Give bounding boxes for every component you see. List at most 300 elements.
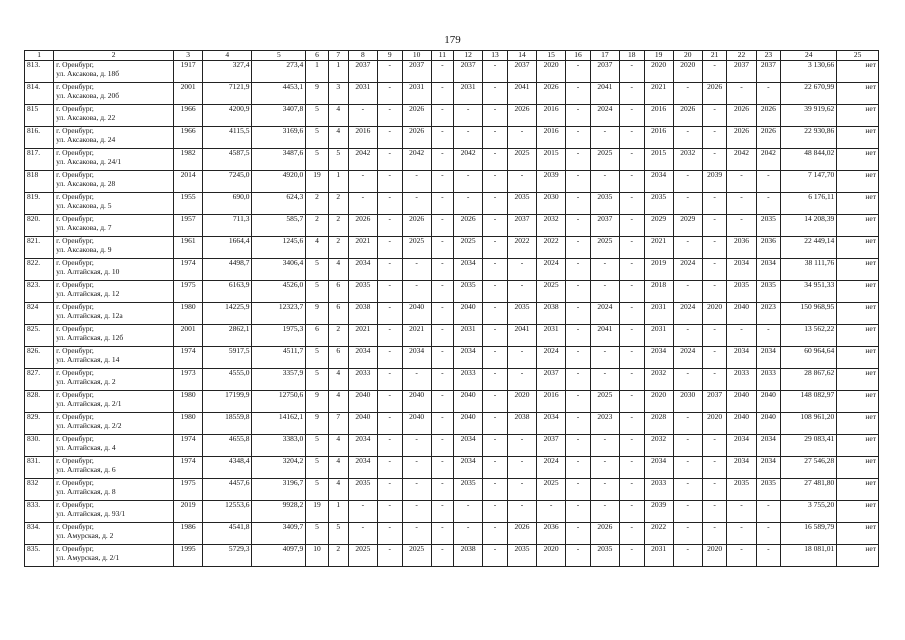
address-street: ул. Аксакова, д. 20б — [56, 90, 120, 100]
table-cell: - — [431, 215, 453, 237]
row-number: 823. — [25, 281, 54, 303]
table-cell: нет — [837, 61, 879, 83]
table-cell: 2040 — [348, 413, 377, 435]
table-cell: 2025 — [454, 237, 483, 259]
table-cell: 1973 — [174, 369, 203, 391]
table-cell: - — [673, 545, 702, 567]
address-cell — [54, 259, 174, 281]
table-cell: 2037 — [348, 61, 377, 83]
table-cell: нет — [837, 501, 879, 523]
table-cell: - — [756, 325, 781, 347]
table-cell: - — [507, 171, 536, 193]
address-cell — [54, 237, 174, 259]
table-cell: - — [454, 501, 483, 523]
table-cell: - — [673, 479, 702, 501]
table-cell: 2034 — [756, 435, 781, 457]
table-cell: 2021 — [644, 83, 673, 105]
table-cell: 2024 — [537, 347, 566, 369]
address-street: ул. Алтайская, д. 2/2 — [56, 420, 122, 430]
table-cell: - — [702, 501, 727, 523]
table-cell: 2032 — [644, 435, 673, 457]
table-cell: - — [431, 325, 453, 347]
table-cell: нет — [837, 127, 879, 149]
table-cell: - — [507, 347, 536, 369]
table-cell: 4200,9 — [203, 105, 252, 127]
table-cell: - — [756, 545, 781, 567]
table-cell: - — [566, 391, 591, 413]
address-city: г. Оренбург, — [56, 104, 94, 113]
table-cell: 2037 — [702, 391, 727, 413]
table-cell: 2037 — [756, 61, 781, 83]
table-cell: 2031 — [402, 83, 431, 105]
address-cell — [54, 479, 174, 501]
table-cell: 690,0 — [203, 193, 252, 215]
address-cell — [54, 105, 174, 127]
table-cell: - — [590, 457, 619, 479]
table-cell: нет — [837, 259, 879, 281]
table-cell: - — [619, 391, 644, 413]
column-header: 21 — [702, 51, 727, 61]
table-cell: 4 — [328, 105, 348, 127]
table-cell: нет — [837, 435, 879, 457]
table-cell: - — [673, 237, 702, 259]
table-cell: 1982 — [174, 149, 203, 171]
table-cell: 2016 — [537, 105, 566, 127]
table-cell: 1961 — [174, 237, 203, 259]
table-cell: - — [566, 149, 591, 171]
table-cell: 2 — [328, 325, 348, 347]
table-cell: 2041 — [507, 325, 536, 347]
table-cell: - — [483, 127, 508, 149]
table-cell: - — [431, 435, 453, 457]
table-cell: 16 589,79 — [781, 523, 837, 545]
column-header: 4 — [203, 51, 252, 61]
table-cell: 2030 — [673, 391, 702, 413]
table-cell: - — [727, 171, 756, 193]
table-cell: 2026 — [537, 83, 566, 105]
table-cell: - — [431, 369, 453, 391]
table-cell: - — [348, 501, 377, 523]
table-cell: - — [377, 193, 402, 215]
table-cell: - — [483, 391, 508, 413]
table-cell: - — [590, 127, 619, 149]
table-cell: 39 919,62 — [781, 105, 837, 127]
address-street: ул. Аксакова, д. 28 — [56, 178, 116, 188]
table-cell: - — [377, 105, 402, 127]
address-cell — [54, 171, 174, 193]
table-cell: - — [402, 281, 431, 303]
row-number: 817. — [25, 149, 54, 171]
table-cell: - — [377, 303, 402, 325]
table-cell: 2032 — [537, 215, 566, 237]
table-cell: 4526,0 — [252, 281, 306, 303]
table-cell: 2024 — [537, 259, 566, 281]
table-cell: 2033 — [454, 369, 483, 391]
address-street: ул. Алтайская, д. 12 — [56, 288, 120, 298]
address-city: г. Оренбург, — [56, 302, 94, 311]
table-cell: 2040 — [454, 391, 483, 413]
table-cell: - — [566, 347, 591, 369]
table-cell: 2020 — [644, 391, 673, 413]
table-cell: - — [619, 171, 644, 193]
table-cell: - — [702, 193, 727, 215]
table-cell: 2025 — [507, 149, 536, 171]
table-cell: - — [431, 303, 453, 325]
address-cell — [54, 281, 174, 303]
table-cell: 2020 — [537, 545, 566, 567]
row-number: 832 — [25, 479, 54, 501]
table-cell: - — [454, 105, 483, 127]
table-cell: - — [566, 281, 591, 303]
table-cell: - — [673, 523, 702, 545]
row-number: 835. — [25, 545, 54, 567]
table-row — [25, 347, 879, 369]
table-cell: - — [702, 215, 727, 237]
address-cell — [54, 149, 174, 171]
table-cell: - — [590, 281, 619, 303]
table-cell: 5 — [306, 457, 328, 479]
table-cell: 2030 — [537, 193, 566, 215]
table-cell: 7 147,70 — [781, 171, 837, 193]
table-cell: - — [619, 501, 644, 523]
table-cell: 2026 — [727, 105, 756, 127]
table-cell: - — [590, 171, 619, 193]
column-header: 1 — [25, 51, 54, 61]
table-cell: 2026 — [402, 127, 431, 149]
table-cell: - — [619, 149, 644, 171]
table-cell: 2038 — [537, 303, 566, 325]
table-cell: - — [402, 369, 431, 391]
table-cell: - — [483, 303, 508, 325]
table-cell: 2035 — [727, 479, 756, 501]
table-cell: 2024 — [590, 105, 619, 127]
table-cell: нет — [837, 149, 879, 171]
table-cell: - — [756, 193, 781, 215]
table-cell: нет — [837, 215, 879, 237]
table-cell: 2 — [328, 193, 348, 215]
table-cell: 2037 — [590, 215, 619, 237]
table-cell: 2034 — [756, 457, 781, 479]
table-cell: 5 — [306, 127, 328, 149]
table-cell: - — [590, 501, 619, 523]
table-cell: - — [431, 193, 453, 215]
table-cell: - — [619, 281, 644, 303]
table-cell: 2034 — [644, 171, 673, 193]
table-cell: 2038 — [507, 413, 536, 435]
column-header: 7 — [328, 51, 348, 61]
table-cell: 2036 — [756, 237, 781, 259]
table-cell: 9 — [306, 83, 328, 105]
row-number: 825. — [25, 325, 54, 347]
table-cell: 27 481,80 — [781, 479, 837, 501]
table-cell: 1980 — [174, 413, 203, 435]
table-cell: 9928,2 — [252, 501, 306, 523]
table-cell: - — [507, 435, 536, 457]
table-cell: 13 562,22 — [781, 325, 837, 347]
table-cell: 2020 — [673, 61, 702, 83]
table-cell: - — [673, 127, 702, 149]
table-cell: - — [727, 325, 756, 347]
table-row — [25, 501, 879, 523]
table-cell: - — [377, 545, 402, 567]
address-cell — [54, 127, 174, 149]
table-cell: 1245,6 — [252, 237, 306, 259]
table-cell: 2 — [306, 215, 328, 237]
row-number: 833. — [25, 501, 54, 523]
table-cell: - — [348, 171, 377, 193]
table-cell: - — [454, 171, 483, 193]
table-cell: 2035 — [590, 545, 619, 567]
table-cell: - — [454, 193, 483, 215]
table-cell: - — [431, 259, 453, 281]
table-cell: - — [619, 479, 644, 501]
table-cell: - — [377, 325, 402, 347]
table-cell: 60 964,64 — [781, 347, 837, 369]
table-cell: нет — [837, 281, 879, 303]
table-cell: - — [377, 171, 402, 193]
address-cell — [54, 369, 174, 391]
table-cell: 2032 — [673, 149, 702, 171]
column-header: 15 — [537, 51, 566, 61]
table-cell: 2036 — [727, 237, 756, 259]
row-number: 816. — [25, 127, 54, 149]
address-street: ул. Амурская, д. 2 — [56, 530, 114, 540]
table-cell: - — [619, 127, 644, 149]
table-cell: 3383,0 — [252, 435, 306, 457]
table-cell: 9 — [306, 413, 328, 435]
table-cell: 2029 — [673, 215, 702, 237]
address-cell — [54, 501, 174, 523]
table-cell: - — [619, 545, 644, 567]
table-cell: 34 951,33 — [781, 281, 837, 303]
address-cell — [54, 391, 174, 413]
table-cell: - — [483, 171, 508, 193]
table-cell: 2016 — [537, 127, 566, 149]
table-cell: нет — [837, 457, 879, 479]
table-cell: нет — [837, 479, 879, 501]
table-cell: 4097,9 — [252, 545, 306, 567]
table-cell: - — [590, 259, 619, 281]
table-row — [25, 259, 879, 281]
table-cell: - — [402, 171, 431, 193]
table-cell: 22 670,99 — [781, 83, 837, 105]
table-cell: 2034 — [348, 259, 377, 281]
table-cell: 2034 — [402, 347, 431, 369]
table-cell: 3 130,66 — [781, 61, 837, 83]
row-number: 818 — [25, 171, 54, 193]
table-cell: 2036 — [537, 523, 566, 545]
table-cell: 2035 — [727, 281, 756, 303]
table-row — [25, 413, 879, 435]
table-row — [25, 435, 879, 457]
address-street: ул. Амурская, д. 2/1 — [56, 552, 120, 562]
table-cell: 3 — [328, 83, 348, 105]
table-cell: - — [483, 413, 508, 435]
table-cell: 12323,7 — [252, 303, 306, 325]
table-cell: 2024 — [673, 303, 702, 325]
table-row — [25, 303, 879, 325]
address-city: г. Оренбург, — [56, 258, 94, 267]
table-cell: - — [483, 193, 508, 215]
table-cell: 2016 — [644, 127, 673, 149]
table-cell: нет — [837, 545, 879, 567]
table-cell: 2040 — [454, 413, 483, 435]
table-cell: 2026 — [727, 127, 756, 149]
row-number: 831. — [25, 457, 54, 479]
table-cell: 4511,7 — [252, 347, 306, 369]
table-cell: 2026 — [756, 105, 781, 127]
table-cell: - — [507, 369, 536, 391]
table-cell: 22 930,86 — [781, 127, 837, 149]
table-cell: 38 111,76 — [781, 259, 837, 281]
table-cell: - — [431, 105, 453, 127]
header-row — [25, 51, 879, 61]
table-cell: - — [454, 127, 483, 149]
table-cell: - — [702, 237, 727, 259]
table-cell: 2034 — [348, 457, 377, 479]
table-cell: - — [377, 523, 402, 545]
table-cell: 12750,6 — [252, 391, 306, 413]
table-cell: - — [673, 435, 702, 457]
table-cell: - — [566, 435, 591, 457]
table-cell: 2035 — [590, 193, 619, 215]
table-cell: 2042 — [756, 149, 781, 171]
table-cell: 6 — [328, 347, 348, 369]
table-cell: 2026 — [507, 105, 536, 127]
table-row — [25, 457, 879, 479]
table-cell: 2025 — [590, 391, 619, 413]
address-street: ул. Алтайская, д. 10 — [56, 266, 120, 276]
table-cell: - — [483, 369, 508, 391]
table-cell: 2034 — [454, 259, 483, 281]
table-cell: - — [673, 501, 702, 523]
table-cell: - — [507, 479, 536, 501]
table-cell: 2016 — [348, 127, 377, 149]
table-cell: 5 — [306, 369, 328, 391]
table-cell: 4587,5 — [203, 149, 252, 171]
table-cell: - — [702, 149, 727, 171]
table-cell: 1980 — [174, 391, 203, 413]
table-cell: 2026 — [454, 215, 483, 237]
table-cell: - — [673, 281, 702, 303]
table-cell: нет — [837, 303, 879, 325]
table-cell: - — [483, 545, 508, 567]
table-cell: - — [566, 457, 591, 479]
table-cell: - — [702, 61, 727, 83]
table-cell: 3169,6 — [252, 127, 306, 149]
table-cell: 2038 — [454, 545, 483, 567]
table-cell: 2040 — [454, 303, 483, 325]
table-cell: - — [566, 171, 591, 193]
table-cell: 2028 — [644, 413, 673, 435]
table-row — [25, 83, 879, 105]
table-cell: - — [483, 149, 508, 171]
row-number: 822. — [25, 259, 54, 281]
table-cell: 2035 — [348, 479, 377, 501]
address-city: г. Оренбург, — [56, 346, 94, 355]
table-cell: 4 — [328, 391, 348, 413]
table-cell: - — [756, 83, 781, 105]
table-cell: 2031 — [644, 325, 673, 347]
table-cell: - — [566, 61, 591, 83]
table-cell: - — [431, 545, 453, 567]
table-cell: 6 — [306, 325, 328, 347]
table-cell: 2020 — [702, 303, 727, 325]
table-cell: 2020 — [537, 61, 566, 83]
table-cell: 2040 — [348, 391, 377, 413]
table-cell: 18 081,01 — [781, 545, 837, 567]
table-cell: 2024 — [673, 259, 702, 281]
table-cell: 4 — [328, 457, 348, 479]
table-cell: - — [619, 369, 644, 391]
table-cell: - — [377, 281, 402, 303]
address-city: г. Оренбург, — [56, 192, 94, 201]
address-city: г. Оренбург, — [56, 126, 94, 135]
table-cell: 9 — [306, 303, 328, 325]
table-cell: 6 176,11 — [781, 193, 837, 215]
table-cell: 2026 — [756, 127, 781, 149]
table-cell: 14225,9 — [203, 303, 252, 325]
table-cell: 5729,3 — [203, 545, 252, 567]
table-cell: 2014 — [174, 171, 203, 193]
table-cell: 1966 — [174, 105, 203, 127]
table-cell: 2037 — [454, 61, 483, 83]
table-cell: 2023 — [756, 303, 781, 325]
table-cell: - — [702, 281, 727, 303]
row-number: 830. — [25, 435, 54, 457]
table-cell: - — [756, 523, 781, 545]
table-cell: 2031 — [644, 545, 673, 567]
page-number: 179 — [444, 34, 461, 46]
table-cell: - — [702, 325, 727, 347]
table-cell: 2034 — [756, 259, 781, 281]
table-cell: - — [483, 215, 508, 237]
table-cell: - — [619, 413, 644, 435]
table-cell: 2 — [328, 545, 348, 567]
table-cell: - — [431, 413, 453, 435]
table-row — [25, 149, 879, 171]
row-number: 819. — [25, 193, 54, 215]
table-cell: 2026 — [702, 83, 727, 105]
table-cell: - — [402, 501, 431, 523]
table-cell: 1974 — [174, 347, 203, 369]
table-cell: - — [431, 127, 453, 149]
table-cell: 3 755,20 — [781, 501, 837, 523]
table-cell: 2034 — [644, 457, 673, 479]
table-cell: 2035 — [644, 193, 673, 215]
table-cell: - — [377, 457, 402, 479]
table-cell: - — [483, 457, 508, 479]
table-cell: 1664,4 — [203, 237, 252, 259]
table-cell: 1 — [328, 501, 348, 523]
column-header: 9 — [377, 51, 402, 61]
table-cell: - — [566, 479, 591, 501]
table-cell: - — [619, 105, 644, 127]
table-cell: 2035 — [454, 281, 483, 303]
table-cell: 4115,5 — [203, 127, 252, 149]
table-cell: 2021 — [402, 325, 431, 347]
table-cell: 4 — [328, 369, 348, 391]
table-cell: 2026 — [402, 105, 431, 127]
table-cell: - — [702, 347, 727, 369]
table-cell: - — [702, 369, 727, 391]
table-cell: - — [702, 127, 727, 149]
table-cell: 2033 — [348, 369, 377, 391]
table-cell: 2031 — [454, 83, 483, 105]
address-city: г. Оренбург, — [56, 434, 94, 443]
table-cell: - — [566, 501, 591, 523]
table-cell: - — [402, 193, 431, 215]
